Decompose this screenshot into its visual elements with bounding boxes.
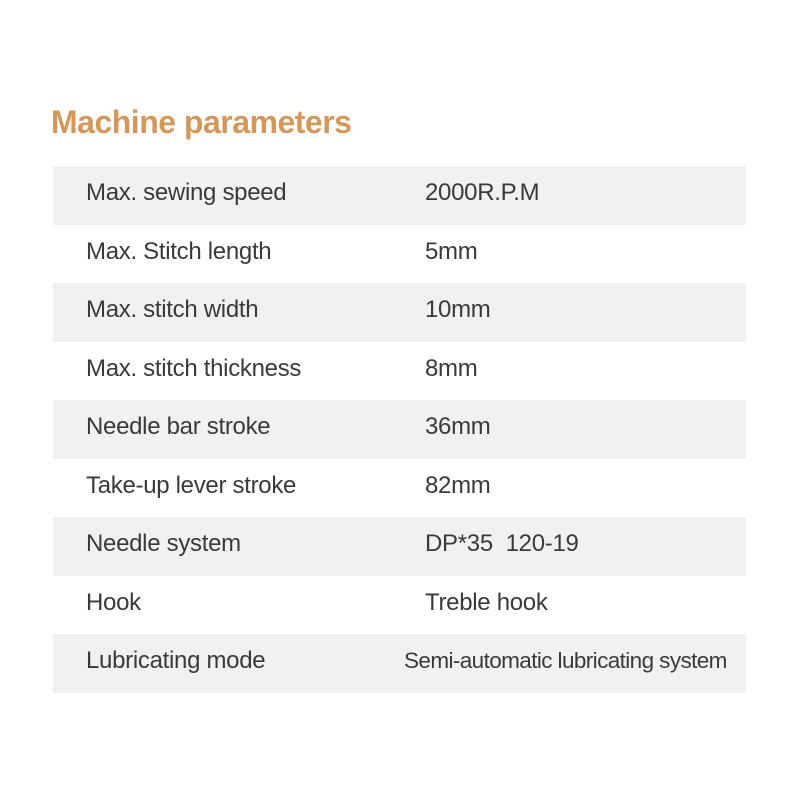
- parameter-label: Needle bar stroke: [86, 413, 271, 440]
- table-row: [53, 576, 746, 635]
- parameter-value: 82mm: [425, 471, 491, 499]
- parameter-label: Max. Stitch length: [86, 237, 272, 265]
- parameter-value: Treble hook: [425, 588, 548, 616]
- table-row: [53, 517, 746, 576]
- parameter-value: Semi-automatic lubricating system: [404, 648, 727, 673]
- table-row: [53, 342, 746, 401]
- table-row: [53, 400, 746, 459]
- parameter-value: 8mm: [425, 354, 478, 382]
- page-title: Machine parameters: [51, 104, 352, 140]
- parameter-label: Max. stitch thickness: [86, 354, 302, 382]
- table-row: [53, 283, 746, 342]
- parameter-label: Max. stitch width: [86, 296, 259, 323]
- parameter-label: Take-up lever stroke: [86, 471, 297, 499]
- parameter-label: Needle system: [86, 530, 241, 557]
- table-row: [53, 225, 746, 284]
- parameters-table: [53, 166, 746, 693]
- parameter-label: Lubricating mode: [86, 647, 266, 674]
- parameter-value: 2000R.P.M: [425, 179, 540, 206]
- parameter-label: Max. sewing speed: [86, 179, 287, 206]
- parameter-value: 5mm: [425, 237, 478, 265]
- table-row: [53, 166, 746, 225]
- table-row: [53, 634, 746, 693]
- parameter-value: 10mm: [425, 296, 491, 323]
- parameter-value: 36mm: [425, 413, 491, 440]
- parameter-value: DP*35 120-19: [425, 530, 579, 557]
- table-row: [53, 459, 746, 518]
- parameter-label: Hook: [86, 588, 141, 616]
